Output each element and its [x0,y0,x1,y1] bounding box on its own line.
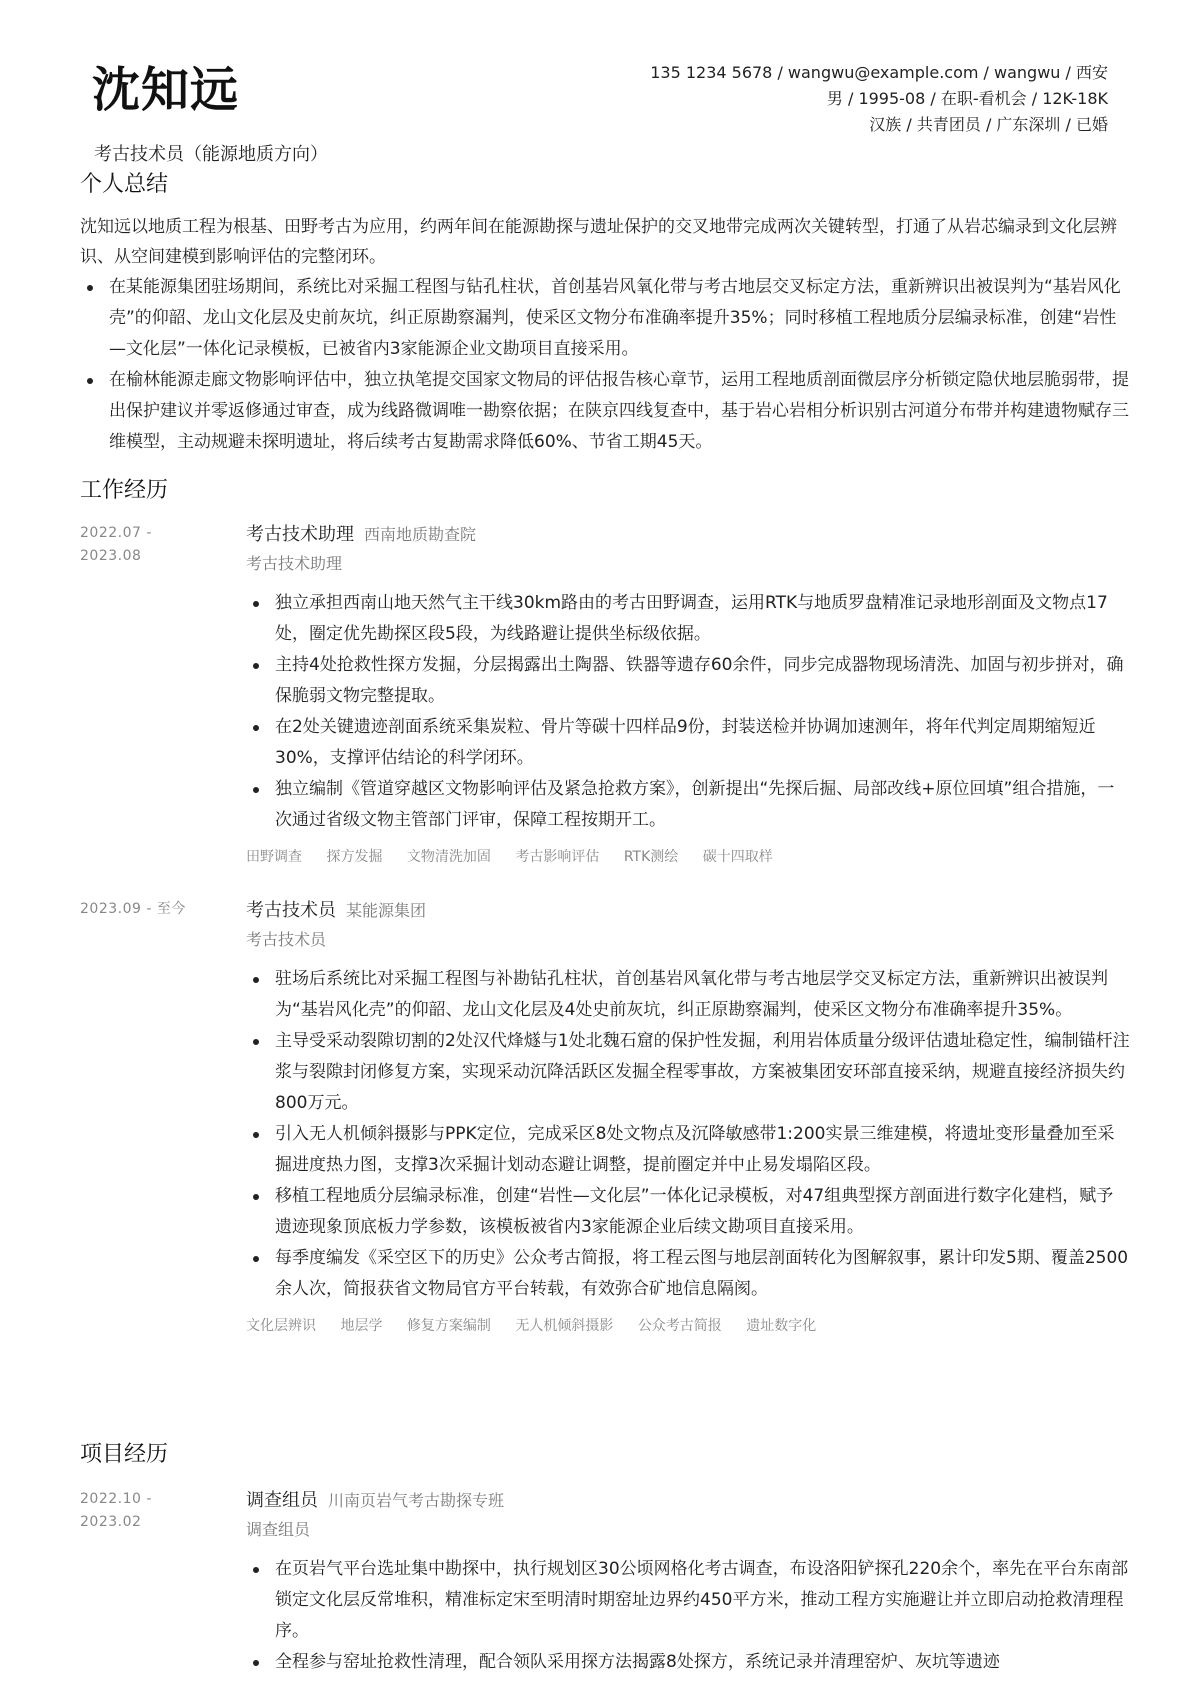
skill-tags [246,846,1130,868]
entry-position: 调查组员 [246,1490,318,1511]
entry-organization: 西南地质勘查院 [364,525,477,544]
entry-bullets [246,588,1130,836]
skill-tag: 公众考古简报 [637,1318,722,1334]
skill-tags [246,1315,1130,1337]
section-title-projects: 项目经历 [80,1442,169,1467]
entry-date [80,1488,230,1534]
summary-intro: 沈知远以地质工程为根基、田野考古为应用，约两年间在能源勘探与遗址保护的交叉地带完成两次关键转型，打通了从岩芯编录到文化层辨识、从空间建模到影响评估的完整闭环。 [80,217,1117,267]
skill-tag: 修复方案编制 [406,1318,491,1334]
contact-info [650,60,1108,138]
entry-heading [246,1488,1130,1514]
entry-body [246,1488,1130,1678]
date-start: 2022.10 - [80,1491,152,1507]
entry-role: 考古技术助理 [246,554,343,573]
skill-tag: 探方发掘 [326,849,383,865]
entry-heading [246,522,1130,548]
entry-bullet: 独立编制《管道穿越区文物影响评估及紧急抢救方案》，创新提出“先探后掘、局部改线+原位回填”组合措施，一次通过省级文物主管部门评审，保障工程按期开工。 [246,774,1130,836]
contact-line: 汉族 / 共青团员 / 广东深圳 / 已婚 [869,115,1108,134]
entry-role: 调查组员 [246,1520,311,1539]
entry-bullets [246,964,1130,1305]
entry-body [246,898,1130,1337]
entry-bullet: 主导受采动裂隙切割的2处汉代烽燧与1处北魏石窟的保护性发掘，利用岩体质量分级评估遗址稳定性，编制锚杆注浆与裂隙封闭修复方案，实现采动沉降活跃区发掘全程零事故，方案被集团安环部直接采纳，规避直接经济损失约800万元。 [246,1026,1130,1119]
entry-position: 考古技术员 [246,900,336,921]
section-title-work: 工作经历 [80,478,169,503]
skill-tag: 地层学 [340,1318,383,1334]
entry-bullet: 每季度编发《采空区下的历史》公众考古简报，将工程云图与地层剖面转化为图解叙事，累计印发5期、覆盖2500余人次，简报获省文物局官方平台转载，有效弥合矿地信息隔阂。 [246,1243,1130,1305]
skill-tag: 无人机倾斜摄影 [515,1318,614,1334]
date-end: 2023.08 [80,548,142,564]
summary-bullet: 在榆林能源走廊文物影响评估中，独立执笔提交国家文物局的评估报告核心章节，运用工程地质剖面微层序分析锁定隐伏地层脆弱带，提出保护建议并零返修通过审查，成为线路微调唯一勘察依据；在陕京四线复查中，基于岩心岩相分析识别古河道分布带并构建遗物赋存三维模型，主动规避未探明遗址，将后续考古复勘需求降低60%、节省工期45天。 [80,365,1130,458]
contact-line: 135 1234 5678 / wangwu@example.com / wangwu / 西安 [650,63,1108,82]
entry-bullets [246,1554,1130,1678]
date-start: 2022.07 - [80,525,152,541]
skill-tag: 田野调查 [246,849,302,865]
skill-tag: 遗址数字化 [746,1318,817,1334]
summary-bullets [80,272,1130,458]
contact-line: 男 / 1995-08 / 在职-看机会 / 12K-18K [826,89,1108,108]
section-title-summary: 个人总结 [80,172,169,197]
entry-body [246,522,1130,868]
entry-bullet: 独立承担西南山地天然气主干线30km路由的考古田野调查，运用RTK与地质罗盘精准记录地形剖面及文物点17处，圈定优先勘探区段5段，为线路避让提供坐标级依据。 [246,588,1130,650]
skill-tag: RTK测绘 [623,849,679,865]
entry-heading [246,898,1130,924]
entry-position: 考古技术助理 [246,524,354,545]
entry-bullet: 驻场后系统比对采掘工程图与补勘钻孔柱状，首创基岩风氧化带与考古地层学交叉标定方法，重新辨识出被误判为“基岩风化壳”的仰韶、龙山文化层及4处史前灰坑，纠正原勘察漏判，使采区文物分布准确率提升35%。 [246,964,1130,1026]
entry-bullet: 主持4处抢救性探方发掘，分层揭露出土陶器、铁器等遗存60余件，同步完成器物现场清洗、加固与初步拼对，确保脆弱文物完整提取。 [246,650,1130,712]
entry-bullet: 移植工程地质分层编录标准，创建“岩性—文化层”一体化记录模板，对47组典型探方剖面进行数字化建档，赋予遗迹现象顶底板力学参数，该模板被省内3家能源企业后续文勘项目直接采用。 [246,1181,1130,1243]
job-title: 考古技术员（能源地质方向） [94,144,328,165]
entry-organization: 某能源集团 [346,901,427,920]
entry-bullet: 在页岩气平台选址集中勘探中，执行规划区30公顷网格化考古调查，布设洛阳铲探孔220余个，率先在平台东南部锁定文化层反常堆积，精准标定宋至明清时期窑址边界约450平方米，推动工程方实施避让并立即启动抢救清理程序。 [246,1554,1130,1647]
date-end: 2023.02 [80,1514,142,1530]
entry-organization: 川南页岩气考古勘探专班 [328,1491,505,1510]
skill-tag: 考古影响评估 [515,849,600,865]
date-start: 2023.09 - 至今 [80,901,186,917]
skill-tag: 文物清洗加固 [406,849,491,865]
entry-bullet: 在2处关键遗迹剖面系统采集炭粒、骨片等碳十四样品9份，封装送检并协调加速测年，将年代判定周期缩短近30%，支撑评估结论的科学闭环。 [246,712,1130,774]
skill-tag: 碳十四取样 [702,849,773,865]
entry-bullet: 引入无人机倾斜摄影与PPK定位，完成采区8处文物点及沉降敏感带1:200实景三维建模，将遗址变形量叠加至采掘进度热力图，支撑3次采掘计划动态避让调整，提前圈定并中止易发塌陷区段。 [246,1119,1130,1181]
skill-tag: 文化层辨识 [246,1318,316,1334]
entry-date [80,898,230,921]
entry-date [80,522,230,568]
entry-bullet: 全程参与窑址抢救性清理，配合领队采用探方法揭露8处探方，系统记录并清理窑炉、灰坑等遗迹 [246,1647,1130,1678]
entry-role: 考古技术员 [246,930,327,949]
candidate-name: 沈知远 [92,62,240,118]
summary-bullet: 在某能源集团驻场期间，系统比对采掘工程图与钻孔柱状，首创基岩风氧化带与考古地层交叉标定方法，重新辨识出被误判为“基岩风化壳”的仰韶、龙山文化层及史前灰坑，纠正原勘察漏判，使采区文物分布准确率提升35%；同时移植工程地质分层编录标准，创建“岩性—文化层”一体化记录模板，已被省内3家能源企业文勘项目直接采用。 [80,272,1130,365]
